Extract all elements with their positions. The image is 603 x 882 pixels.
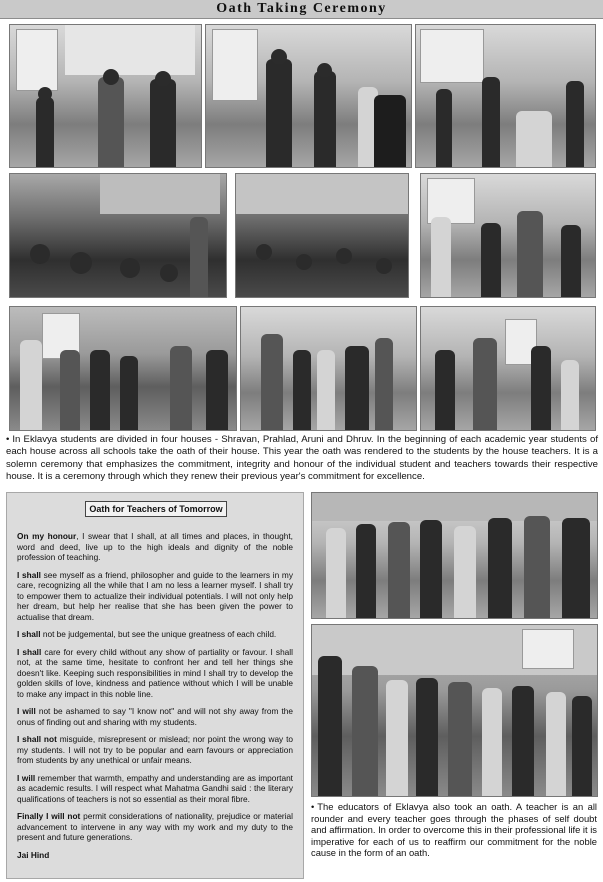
oath-lead: I shall not xyxy=(17,734,57,744)
oath-lead: I shall xyxy=(17,569,41,580)
footer-bullet: • xyxy=(311,801,315,812)
oath-paragraph xyxy=(17,811,293,843)
oath-closing-text: Jai Hind xyxy=(17,849,50,860)
oath-lead: I shall xyxy=(17,646,42,657)
footer-text: The educators of Eklavya also took an oath. A teacher is an all rounder and every teacher goes through the phases of self doubt and affirmation. In order to overcome this in their professional life it is imperative for each of us to reaffirm our commitment for the noble cause in the form of an oath. xyxy=(311,801,597,859)
intro-paragraph xyxy=(6,434,598,484)
photo-seated-students-right xyxy=(235,173,409,298)
oath-paragraph xyxy=(17,734,293,766)
oath-paragraph xyxy=(17,629,293,640)
photo-seated-students-left xyxy=(9,173,227,298)
page-title: Oath Taking Ceremony xyxy=(216,1,387,16)
oath-body: care for every child without any show of partiality or favour. I shall not, at the same time, hesitate to confront her and tell her things she doesn't like. Keeping such responsibilities in mind I shall try to develop the golden skills of love, kindness and patience without which I will be unable to make any impact in this noble line. xyxy=(17,646,293,699)
intro-bullet: • xyxy=(6,434,10,445)
oath-paragraph xyxy=(17,647,293,700)
photo-teachers-hall xyxy=(420,173,596,298)
oath-paragraph xyxy=(17,570,293,623)
photo-house-flags xyxy=(205,24,412,168)
oath-box xyxy=(6,492,304,879)
oath-body: see myself as a friend, philosopher and guide to the learners in my care, recognizing all the while that I am no less a learner myself. I shall try to empower them to actualize their individual potentials. I will not only help her dream, but help her realise that she has been given the power to actualise that dream. xyxy=(17,569,293,622)
photo-pledge-row xyxy=(240,306,417,431)
photo-sash-leaders xyxy=(420,306,596,431)
oath-title: Oath for Teachers of Tomorrow xyxy=(85,501,227,517)
oath-lead: I will xyxy=(17,706,36,716)
oath-paragraph xyxy=(17,773,293,805)
oath-body: remember that warmth, empathy and understanding are as important as academic results. I will respect what Mahatma Gandhi said : the literary qualifications of teachers is not so essential as their moral fibre. xyxy=(17,772,293,804)
oath-closing xyxy=(17,850,293,861)
page-title-bar xyxy=(0,0,603,19)
intro-text: In Eklavya students are divided in four houses - Shravan, Prahlad, Aruni and Dhruv. In the beginning of each academic year students of each house across all schools take the oath of their house. This year the oath was rendered to the students by the house teachers. It is a solemn ceremony that emphasizes the commitment, integrity and honour of the individual student and teachers towards their respective house. It is a ceremony through which they renew their previous year's commitment for excellence. xyxy=(6,434,598,483)
oath-lead: Finally I will not xyxy=(17,811,81,821)
oath-paragraph xyxy=(17,706,293,727)
photo-house-banners xyxy=(415,24,596,168)
photo-teachers-row-1 xyxy=(311,492,598,619)
oath-body: , I swear that I shall, at all times and places, in thought, word and deed, live up to the high ideals and dignity of the noble profession of teaching. xyxy=(17,531,293,562)
oath-body: permit considerations of nationality, prejudice or material advancement to intervene in any way with my work and my duty to the present and future generations. xyxy=(17,811,293,842)
oath-text xyxy=(17,531,293,867)
photo-teachers-row-2 xyxy=(311,624,598,797)
photo-courtyard-line xyxy=(9,306,237,431)
oath-paragraph xyxy=(17,531,293,563)
photo-students-reading xyxy=(9,24,202,168)
oath-lead: On my honour xyxy=(17,531,77,541)
oath-body: not be judgemental, but see the unique greatness of each child. xyxy=(40,629,277,639)
oath-lead: I will xyxy=(17,772,36,783)
oath-body: misguide, misrepresent or mislead; nor point the wrong way to my students. I will not try to be popular and earn favours or appreciation from students by any unethical or unfair means. xyxy=(17,734,293,765)
educators-paragraph xyxy=(311,801,597,859)
oath-body: not be ashamed to say "I know not" and will not shy away from the onus of finding out and sharing with my students. xyxy=(17,706,293,727)
oath-lead: I shall xyxy=(17,629,41,639)
